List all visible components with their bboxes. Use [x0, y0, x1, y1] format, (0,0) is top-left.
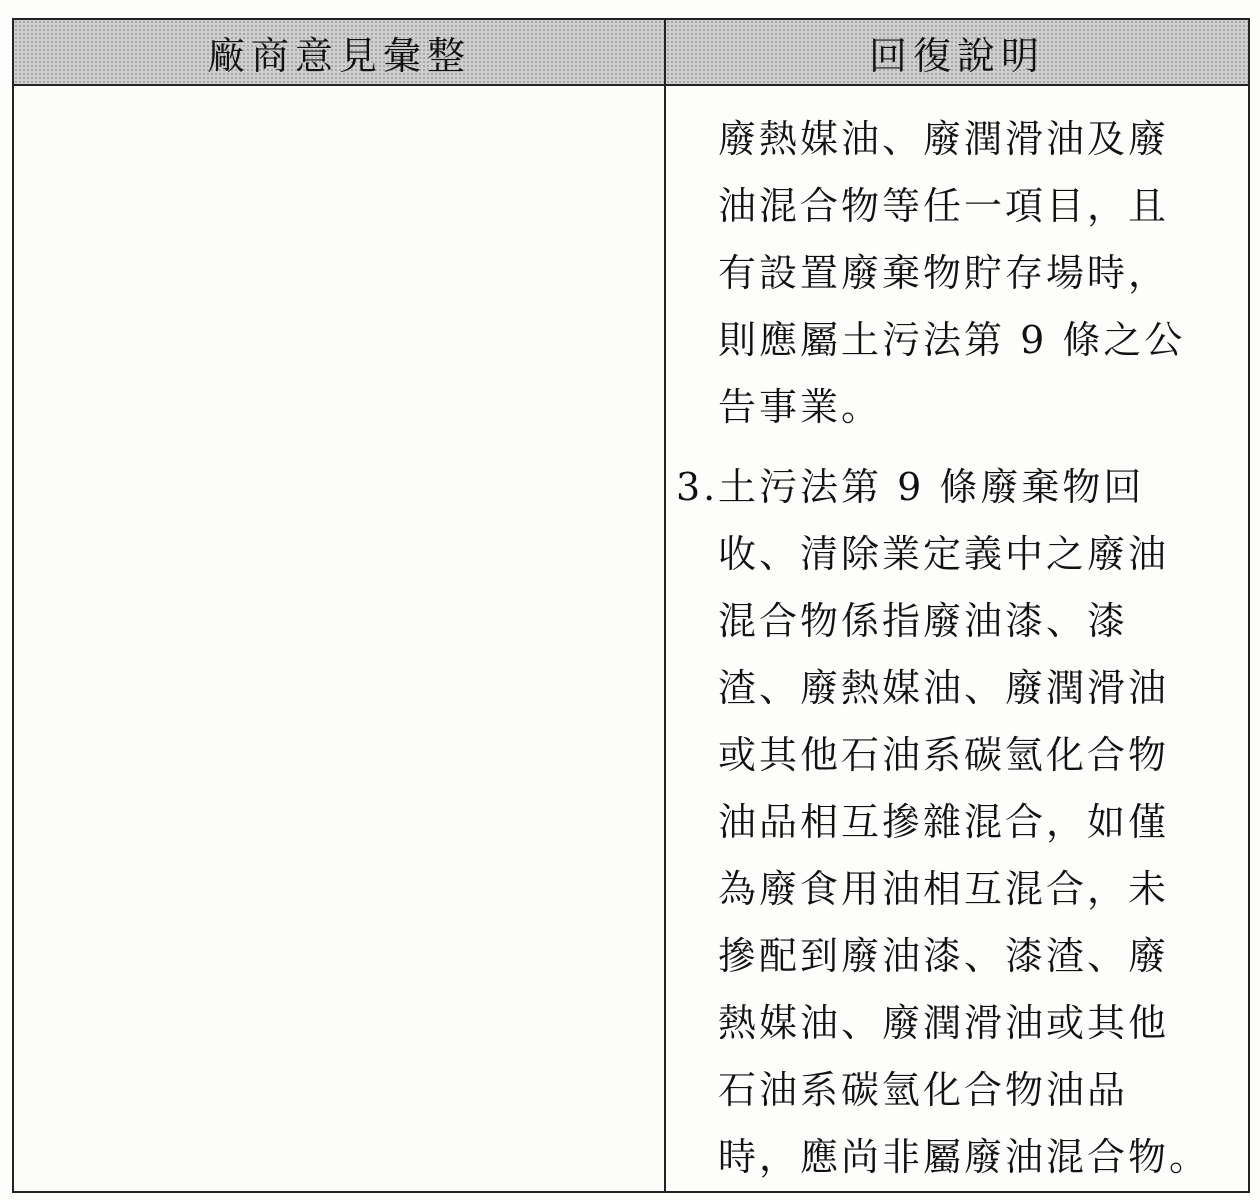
text-line: 熱媒油、廢潤滑油或其他: [718, 1001, 1170, 1045]
text-line: 或其他石油系碳氫化合物: [718, 733, 1170, 777]
text-line: 告事業。: [718, 385, 883, 429]
item-first-line: 土污法第 9 條廢棄物回: [718, 465, 1145, 509]
reply-text: [666, 86, 1248, 1191]
reply-item-3: [666, 441, 1248, 1191]
text-line: 時，應尚非屬廢油混合物。: [718, 1135, 1211, 1179]
text-line: 廢熱媒油、廢潤滑油及廢: [718, 117, 1170, 161]
item-number: 3.: [676, 465, 719, 509]
vendor-opinions-cell: [13, 85, 665, 1192]
reply-cell: [665, 85, 1249, 1192]
text-line: 混合物係指廢油漆、漆: [718, 599, 1129, 643]
text-line: 渣、廢熱媒油、廢潤滑油: [718, 666, 1170, 710]
text-line: 則應屬土污法第 9 條之公: [718, 318, 1186, 362]
text-line: 油混合物等任一項目，且: [718, 184, 1170, 228]
table-row: [13, 85, 1249, 1192]
header-reply: 回復說明: [665, 19, 1249, 85]
header-vendor-opinions: 廠商意見彙整: [13, 19, 665, 85]
text-line: 收、清除業定義中之廢油: [718, 532, 1170, 576]
reply-paragraph-continued: [666, 86, 1248, 441]
text-line: 油品相互摻雜混合，如僅: [718, 800, 1170, 844]
text-line: 有設置廢棄物貯存場時，: [718, 251, 1170, 295]
text-line: 石油系碳氫化合物油品: [718, 1068, 1129, 1112]
table-header-row: [13, 19, 1249, 85]
text-line: 摻配到廢油漆、漆渣、廢: [718, 934, 1170, 978]
opinion-reply-table: [12, 18, 1250, 1193]
text-line: [666, 454, 1248, 521]
text-line: 為廢食用油相互混合，未: [718, 867, 1170, 911]
